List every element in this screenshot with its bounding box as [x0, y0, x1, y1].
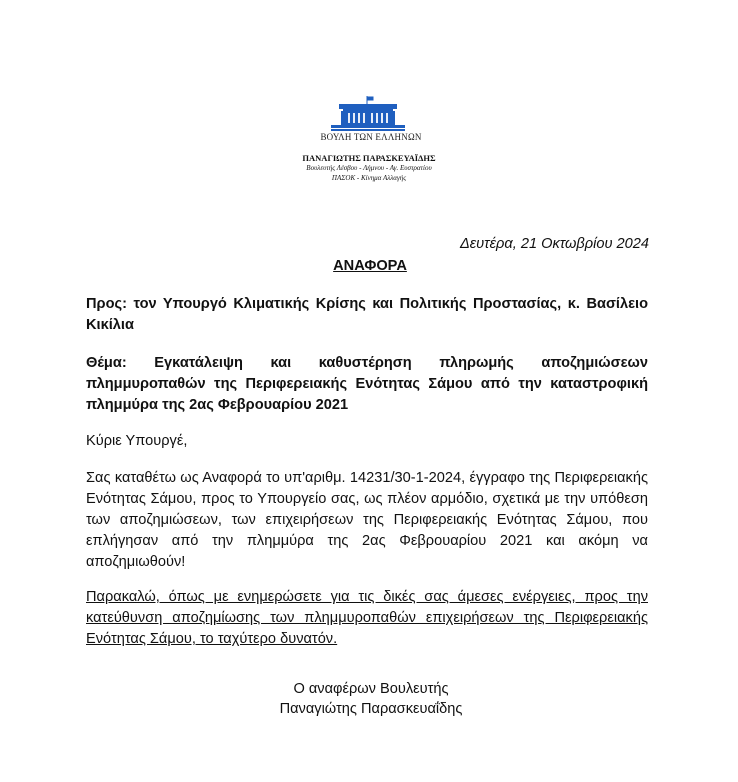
signature-title: Ο αναφέρων Βουλευτής — [293, 681, 449, 697]
mp-constituency: Βουλευτής Λέσβου - Λήμνου - Αγ. Ευστρατίου — [306, 164, 432, 172]
body-paragraph: Σας καταθέτω ως Αναφορά το υπ'αριθμ. 14231/30-1-2024, έγγραφο της Περιφερειακής Ενότητας Σάμου, προς το Υπουργείο σας, ως πλέον αρμόδιο, σχετικά με την υπόθεση των αποζημιώσεων, των επιχειρήσεων της Περιφερειακής Ενότητας Σάμου, που επλήγησαν από την πλημμύρα της 2ας Φεβρουαρίου 2021 και ακόμη να αποζημιωθούν! — [86, 470, 648, 570]
document-title: ΑΝΑΦΟΡΑ — [333, 258, 407, 274]
signature-block — [0, 679, 738, 719]
request-paragraph: Παρακαλώ, όπως με ενημερώσετε για τις δικές σας άμεσες ενέργειες, προς την κατεύθυνση αποζημίωσης των πλημμυροπαθών επιχειρήσεων της Περιφερειακής Ενότητας Σάμου, το ταχύτερο δυνατόν. — [86, 589, 648, 647]
mp-letterhead — [0, 153, 738, 183]
salutation: Κύριε Υπουργέ, — [86, 433, 188, 449]
mp-party: ΠΑΣΟΚ - Κίνημα Αλλαγής — [331, 173, 407, 182]
recipient-line: Προς: τον Υπουργό Κλιματικής Κρίσης και Πολιτικής Προστασίας, κ. Βασίλειο Κικίλια — [86, 296, 648, 333]
parliament-name: ΒΟΥΛΗ ΤΩΝ ΕΛΛΗΝΩΝ — [320, 132, 422, 142]
subject-line: Θέμα: Εγκατάλειψη και καθυστέρηση πληρωμής αποζημιώσεων πλημμυροπαθών της Περιφερειακής Ενότητας Σάμου από την καταστροφική πλημμύρα της 2ας Φεβρουαρίου 2021 — [86, 355, 648, 413]
parliament-building-logo — [331, 96, 405, 132]
mp-name: ΠΑΝΑΓΙΩΤΗΣ ΠΑΡΑΣΚΕΥΑΪΔΗΣ — [302, 153, 436, 163]
document-date: Δευτέρα, 21 Οκτωβρίου 2024 — [459, 236, 649, 252]
signature-name: Παναγιώτης Παρασκευαΐδης — [279, 701, 463, 717]
